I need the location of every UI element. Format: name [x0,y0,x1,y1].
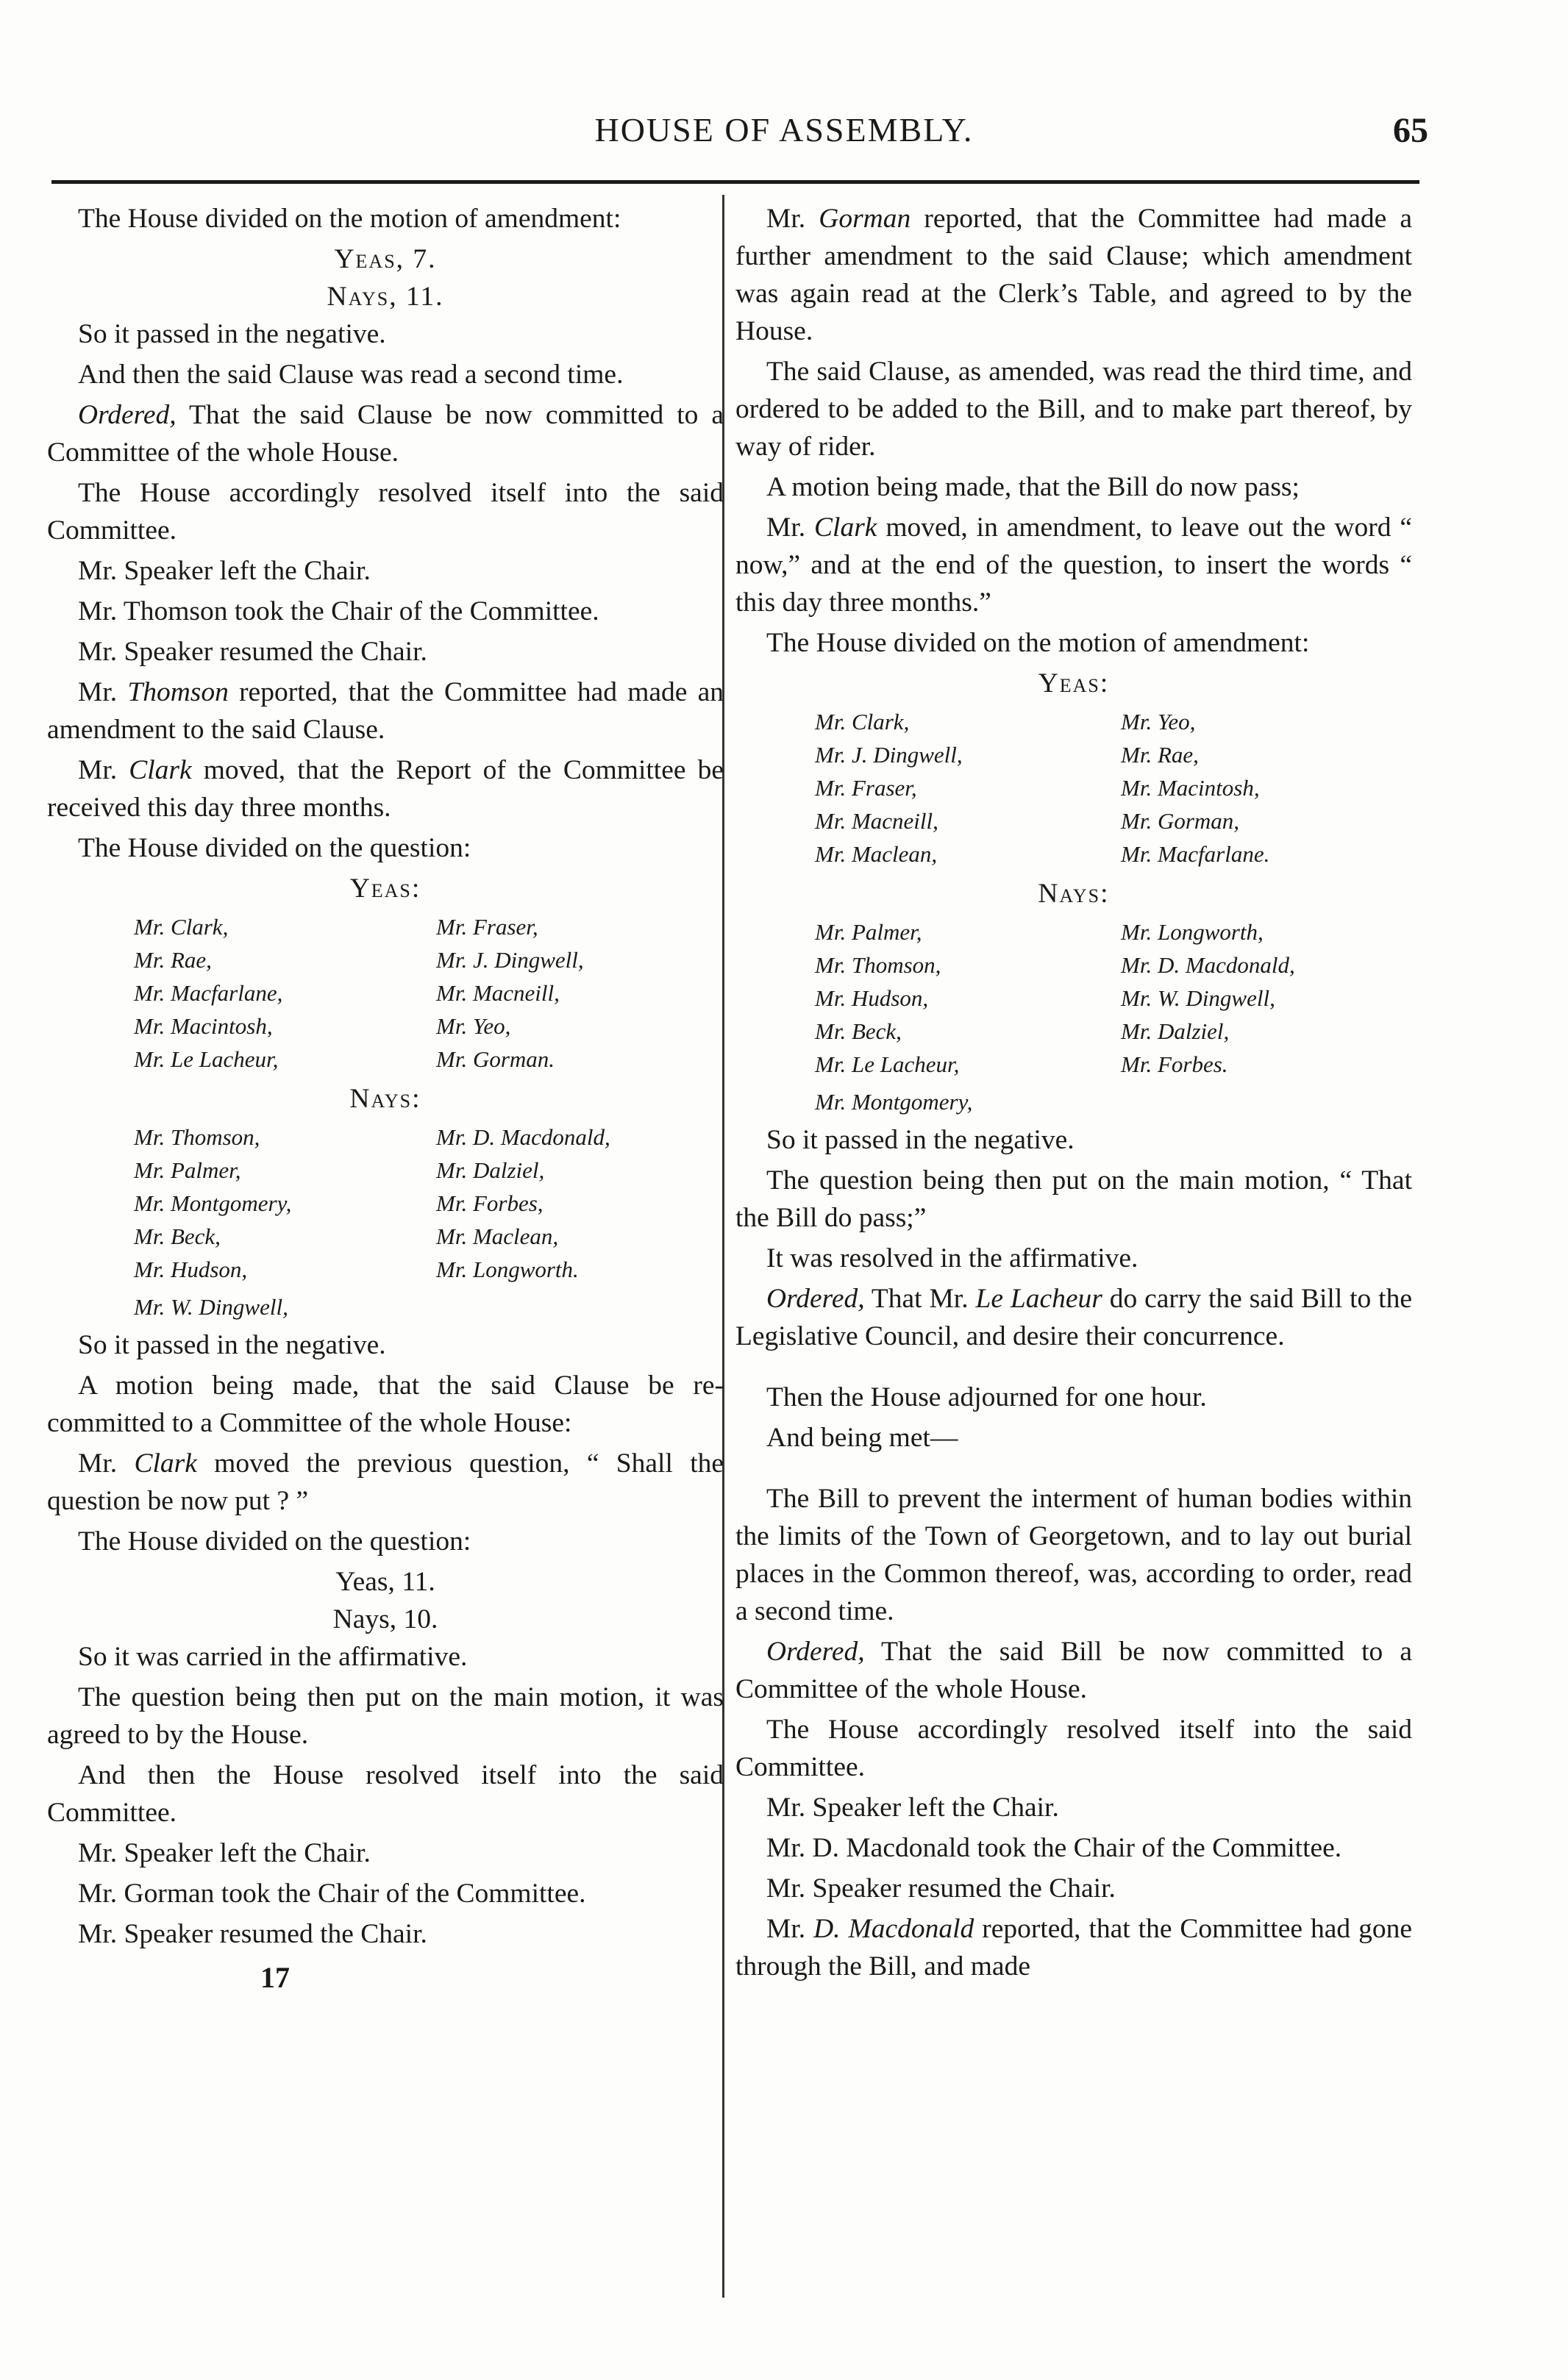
paragraph [47,751,724,826]
honorific: Mr. [78,677,118,707]
member-name: Thomson [117,677,229,707]
paragraph: Mr. Speaker left the Chair. [78,556,371,586]
paragraph: The House divided on the motion of amendment: [766,628,1310,658]
member-name: Gorman [805,204,911,234]
paragraph: So it passed in the negative. [766,1125,1075,1155]
member-name: Mr. W. Dingwell, [134,1294,288,1320]
paragraph [735,1280,1412,1355]
header-rule [51,180,1419,184]
member-name: Mr. W. Dingwell, [1121,985,1275,1011]
paragraph [47,396,724,471]
ordered-label: Ordered, [766,1284,865,1314]
paragraph: The question being then put on the main motion, “ That the Bill do pass;” [735,1165,1412,1233]
member-name: Mr. Beck, [815,1018,902,1044]
paragraph [735,200,1412,350]
yeas-heading: Yeas: [1038,668,1110,698]
paragraph: So it passed in the negative. [78,1330,386,1360]
member-name: Mr. Gorman. [436,1046,555,1072]
nays-heading: Nays: [1038,879,1110,909]
member-name: Mr. Montgomery, [134,1190,292,1216]
running-head [0,110,1568,162]
member-name: Mr. Montgomery, [815,1089,973,1115]
nays-list [47,1121,724,1286]
paragraph: And being met— [766,1423,958,1453]
member-name: Mr. Palmer, [815,919,922,945]
member-name: Mr. Dalziel, [436,1157,545,1183]
paragraph-text: That the said Clause be now committed to a Committee of the whole House. [47,400,724,468]
honorific: Mr. [766,204,806,234]
paragraph: It was resolved in the affirmative. [766,1243,1138,1273]
member-name: Mr. Rae, [1121,742,1199,768]
member-name: Clark [117,1448,197,1479]
member-name: Mr. D. Macdonald, [436,1124,610,1150]
member-name: Clark [117,755,192,785]
member-name: Mr. Maclean, [815,841,938,867]
member-name: Mr. Palmer, [134,1157,241,1183]
member-name: Le Lacheur [968,1284,1102,1314]
member-name: Mr. Clark, [134,914,229,940]
paragraph-text: moved, that the Report of the Committee be received this day three months. [47,755,724,823]
honorific: Mr. [766,512,806,543]
nays-list [735,915,1412,1081]
paragraph: The House divided on the question: [78,833,471,863]
paragraph: Then the House adjourned for one hour. [766,1382,1207,1412]
member-name: Mr. Longworth. [436,1257,579,1282]
paragraph: Mr. Gorman took the Chair of the Committee. [78,1879,586,1909]
paragraph: Mr. Speaker left the Chair. [78,1838,371,1868]
paragraph [47,1445,724,1520]
paragraph [735,1633,1412,1708]
member-name: Mr. Le Lacheur, [815,1051,960,1077]
paragraph: The Bill to prevent the interment of human bodies within the limits of the Town of Georgetown, and to lay out burial places in the Common thereof, was, according to order, read a second time. [735,1484,1412,1626]
member-name: Mr. Clark, [815,709,910,735]
member-name: Mr. J. Dingwell, [815,742,963,768]
paragraph: Mr. Speaker resumed the Chair. [78,1919,427,1949]
paragraph: The question being then put on the main motion, it was agreed to by the House. [47,1682,724,1750]
member-name: Mr. Rae, [134,947,212,973]
left-column [47,200,724,2303]
tally-yeas: Yeas, 11. [335,1567,435,1597]
paragraph-text: reported, that the Committee had made a further amendment to the said Clause; which amendment was again read at the Clerk’s Table, and agreed to by the House. [735,204,1412,346]
paragraph-text: moved, in amendment, to leave out the word “ now,” and at the end of the question, to insert the words “ this day three months.” [735,512,1412,618]
member-name: Mr. Le Lacheur, [134,1046,279,1072]
yeas-heading: Yeas: [349,873,421,904]
member-name: Mr. Macneill, [436,980,560,1006]
paragraph: Mr. Speaker left the Chair. [766,1793,1059,1823]
member-name: D. Macdonald [805,1914,974,1944]
tally-nays: Nays, 10. [332,1604,438,1634]
member-name: Mr. Yeo, [1121,709,1196,735]
member-name: Mr. Hudson, [134,1257,248,1282]
member-name: Mr. Maclean, [436,1223,559,1249]
member-name: Mr. Hudson, [815,985,929,1011]
member-name: Mr. Macfarlane, [134,980,283,1006]
member-name: Mr. Gorman, [1121,808,1240,834]
member-name: Mr. Thomson, [815,952,941,978]
member-name: Mr. Forbes, [436,1190,544,1216]
paragraph-text: do carry the said Bill to the Legislative Council, and desire their concurrence. [735,1284,1412,1351]
paragraph: So it was carried in the affirmative. [78,1642,468,1672]
paragraph: The House accordingly resolved itself into the said Committee. [735,1715,1412,1782]
paragraph-text: That the said Bill be now committed to a Committee of the whole House. [735,1637,1412,1704]
member-name: Mr. Macfarlane. [1121,841,1270,867]
paragraph: Mr. Thomson took the Chair of the Committee. [78,596,599,626]
yeas-list [735,705,1412,871]
member-name: Mr. J. Dingwell, [436,947,584,973]
spacer [735,1459,1412,1480]
paragraph: The said Clause, as amended, was read the third time, and ordered to be added to the Bill, and to make part thereof, by way of rider. [735,357,1412,462]
paragraph: Mr. Speaker resumed the Chair. [766,1873,1116,1904]
signature-mark: 17 [260,1961,290,1994]
member-name: Mr. Yeo, [436,1013,511,1039]
paragraph [735,509,1412,621]
page-number: 65 [1393,111,1428,150]
member-name: Mr. Beck, [134,1223,221,1249]
running-title: HOUSE OF ASSEMBLY. [594,111,974,149]
paragraph-text: That Mr. [864,1284,969,1314]
member-name: Clark [805,512,877,543]
honorific: Mr. [78,1448,118,1479]
yeas-list [47,910,724,1076]
member-name: Mr. Fraser, [815,775,917,801]
spacer [735,1358,1412,1379]
paragraph-text: moved the previous question, “ Shall the question be now put ? ” [47,1448,724,1516]
member-name: Mr. Macintosh, [1121,775,1260,801]
member-name: Mr. Dalziel, [1121,1018,1230,1044]
paragraph: The House accordingly resolved itself into the said Committee. [47,478,724,546]
ordered-label: Ordered, [78,400,177,430]
paragraph [47,673,724,748]
paragraph: So it passed in the negative. [78,319,386,349]
member-name: Mr. Macintosh, [134,1013,273,1039]
paragraph: Mr. Speaker resumed the Chair. [78,637,427,667]
member-name: Mr. Thomson, [134,1124,260,1150]
tally-yeas: Yeas, 7. [334,244,437,274]
paragraph: Mr. D. Macdonald took the Chair of the Committee. [766,1833,1342,1863]
member-name: Mr. Forbes. [1121,1051,1228,1077]
tally-nays: Nays, 11. [327,282,444,312]
paragraph: And then the said Clause was read a second time. [78,360,624,390]
paragraph-text: reported, that the Committee had made an amendment to the said Clause. [47,677,724,745]
honorific: Mr. [766,1914,806,1944]
paragraph: The House divided on the motion of amendment: [78,204,621,234]
paragraph: A motion being made, that the said Clause be re-committed to a Committee of the whole House: [47,1371,724,1438]
paragraph: And then the House resolved itself into the said Committee. [47,1760,724,1828]
member-name: Mr. D. Macdonald, [1121,952,1295,978]
member-name: Mr. Longworth, [1121,919,1264,945]
honorific: Mr. [78,755,118,785]
ordered-label: Ordered, [766,1637,865,1667]
nays-heading: Nays: [349,1084,421,1114]
paragraph: A motion being made, that the Bill do now pass; [766,472,1300,502]
paragraph: The House divided on the question: [78,1526,471,1557]
paragraph-text: reported, that the Committee had gone through the Bill, and made [735,1914,1412,1981]
right-column [735,200,1412,2303]
member-name: Mr. Fraser, [436,914,538,940]
member-name: Mr. Macneill, [815,808,938,834]
paragraph [735,1910,1412,1985]
